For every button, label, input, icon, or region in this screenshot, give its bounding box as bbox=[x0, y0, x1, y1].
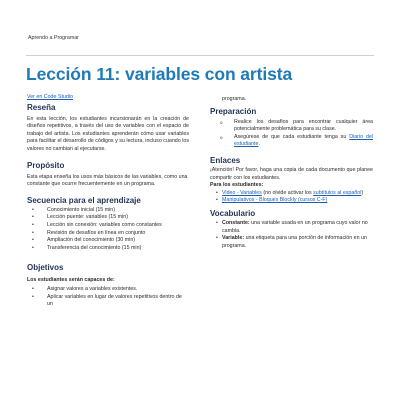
enlaces-item1-end: ) bbox=[361, 189, 364, 196]
list-item bbox=[210, 220, 373, 235]
list-item: • Transferencia del conocimiento (15 min) bbox=[27, 245, 189, 253]
vocabulario-list bbox=[210, 220, 373, 250]
list-item bbox=[210, 197, 373, 205]
preparacion-heading: Preparación bbox=[210, 106, 257, 116]
diario-estudiante-link[interactable]: Diario del estudiante bbox=[234, 133, 373, 148]
preparacion-item2-text: Asegúrese de que cada estudiante tenga su bbox=[234, 133, 350, 140]
left-column bbox=[27, 94, 189, 309]
secuencia-heading: Secuencia para el aprendizaje bbox=[27, 195, 141, 205]
enlaces-item1-mid: (no olvide activar los bbox=[261, 189, 314, 196]
proposito-heading: Propósito bbox=[27, 160, 65, 170]
list-item bbox=[210, 190, 373, 198]
enlaces-list bbox=[210, 190, 373, 205]
vocabulario-heading: Vocabulario bbox=[210, 208, 256, 218]
list-item: • Aplicar variables en lugar de valores repetitivos dentro de un bbox=[27, 294, 189, 309]
list-item: • Asignar valores a variables existentes. bbox=[27, 286, 189, 294]
vocab-definition: una etiqueta para una porción de información en un programa. bbox=[222, 235, 367, 249]
enlaces-lead: Para los estudiantes: bbox=[210, 182, 264, 189]
secuencia-list bbox=[27, 207, 189, 253]
objetivos-continuation: programa. bbox=[222, 96, 247, 102]
list-item: • Ampliación del conocimiento (30 min) bbox=[27, 237, 189, 245]
enlaces-text: ¡Atención! Por favor, haga una copia de cada documento que planee compartir con los estudiantes. bbox=[210, 166, 373, 181]
video-variables-link[interactable]: Video - Variables bbox=[222, 189, 262, 196]
preparacion-list bbox=[210, 119, 373, 149]
proposito-text: Esta etapa enseña los usos más básicos de las variables, como una constante que ocurre frecuentemente en un programa. bbox=[27, 173, 188, 188]
header-divider bbox=[26, 55, 374, 56]
vocab-term: Variable: bbox=[222, 235, 245, 242]
list-item: • Conocimiento inicial (15 min) bbox=[27, 207, 189, 215]
preparacion-item2-end: . bbox=[258, 141, 260, 148]
list-item: o Realice los desafíos para encontrar cualquier área potencialmente problemática para su clase. bbox=[210, 119, 373, 134]
manipulativos-link[interactable]: Manipulativos - Bloques Blockly (cursos C-F) bbox=[222, 197, 328, 204]
right-column bbox=[210, 96, 373, 250]
vocab-term: Constante: bbox=[222, 219, 250, 226]
resena-text: En esta lección, los estudiantes incursionarán en la creación de diseños repetitivos, a través del uso de variables con el espacio de trabajo del artista. Los estudiantes aprenderán cómo usar variables para facilitar el desarrollo de códigos y su lectura, incluso cuando los valores no cambian al ejecutarse. bbox=[27, 115, 189, 152]
enlaces-heading: Enlaces bbox=[210, 155, 241, 165]
vocab-definition: una variable usada en un programa cuyo valor no cambia. bbox=[222, 219, 368, 234]
list-item: • Lección sin conexión: variables como constantes bbox=[27, 222, 189, 230]
code-studio-link[interactable]: Ver en Code Studio bbox=[27, 94, 73, 100]
list-item: • Lección puente: variables (15 min) bbox=[27, 214, 189, 222]
objetivos-heading: Objetivos bbox=[27, 263, 64, 273]
list-item bbox=[210, 134, 373, 149]
running-header: Aprendo a Programar bbox=[28, 35, 79, 41]
page-title: Lección 11: variables con artista bbox=[26, 64, 293, 84]
subtitulos-link[interactable]: subtítulos al español bbox=[313, 189, 362, 196]
resena-heading: Reseña bbox=[27, 102, 56, 112]
list-item: • Revisión de desafíos en línea en conjunto bbox=[27, 230, 189, 238]
objetivos-list bbox=[27, 286, 189, 309]
objetivos-lead: Los estudiantes serán capaces de: bbox=[27, 277, 115, 284]
list-item bbox=[210, 235, 373, 250]
